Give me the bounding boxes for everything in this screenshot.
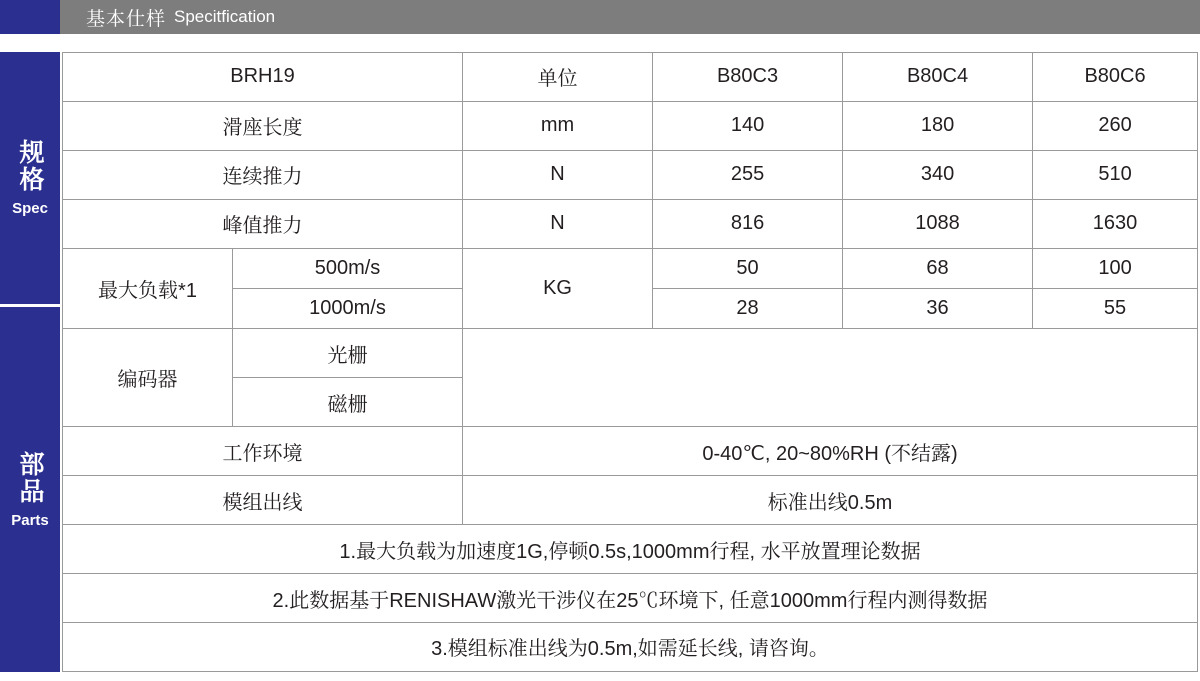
row-value-encoder-empty	[463, 329, 1198, 427]
header-title-bar	[60, 0, 1200, 34]
row-value-continuous-force-c4: 340	[843, 150, 1033, 199]
row-label-slider-length: 滑座长度	[63, 101, 463, 150]
row-value-peak-force-c4: 1088	[843, 199, 1033, 248]
side-label-parts-en: Parts	[11, 511, 49, 529]
row-value-environment: 0-40℃, 20~80%RH (不结露)	[463, 427, 1198, 476]
table-row	[63, 427, 1198, 476]
note-3: 3.模组标准出线为0.5m,如需延长线, 请咨询。	[63, 622, 1198, 671]
row-sublabel-encoder-optical: 光栅	[233, 329, 463, 378]
note-2: 2.此数据基于RENISHAW激光干涉仪在25℃环境下, 任意1000mm行程内测得数据	[63, 574, 1198, 623]
table-row	[63, 329, 1198, 378]
table-row	[63, 101, 1198, 150]
table-row	[63, 476, 1198, 525]
side-label-column	[0, 52, 60, 672]
spec-table-wrapper	[60, 52, 1198, 672]
table-row	[63, 199, 1198, 248]
side-label-parts	[0, 307, 60, 672]
specification-sheet	[0, 52, 1195, 672]
row-value-outlet: 标准出线0.5m	[463, 476, 1198, 525]
row-sublabel-max-load-500: 500m/s	[233, 248, 463, 288]
row-value-peak-force-c6: 1630	[1033, 199, 1198, 248]
row-value-slider-length-c4: 180	[843, 101, 1033, 150]
row-unit-continuous-force: N	[463, 150, 653, 199]
row-value-continuous-force-c6: 510	[1033, 150, 1198, 199]
side-label-spec-en: Spec	[12, 200, 48, 217]
page-header	[0, 0, 1200, 34]
header-col-b80c6: B80C6	[1033, 53, 1198, 102]
row-value-max-load-500-c3: 50	[653, 248, 843, 288]
row-value-peak-force-c3: 816	[653, 199, 843, 248]
note-1: 1.最大负载为加速度1G,停顿0.5s,1000mm行程, 水平放置理论数据	[63, 525, 1198, 574]
row-value-max-load-1000-c4: 36	[843, 289, 1033, 329]
row-label-peak-force: 峰值推力	[63, 199, 463, 248]
row-sublabel-max-load-1000: 1000m/s	[233, 289, 463, 329]
row-label-max-load: 最大负载*1	[63, 248, 233, 329]
header-accent-block	[0, 0, 60, 34]
header-unit: 单位	[463, 53, 653, 102]
row-unit-peak-force: N	[463, 199, 653, 248]
table-row	[63, 248, 1198, 288]
table-row	[63, 150, 1198, 199]
header-col-b80c4: B80C4	[843, 53, 1033, 102]
row-label-continuous-force: 连续推力	[63, 150, 463, 199]
table-row	[63, 622, 1198, 671]
row-unit-max-load: KG	[463, 248, 653, 329]
side-label-parts-cn: 部品	[16, 450, 44, 505]
row-label-outlet: 模组出线	[63, 476, 463, 525]
row-label-encoder: 编码器	[63, 329, 233, 427]
side-label-spec	[0, 52, 60, 307]
spec-table	[62, 52, 1198, 672]
row-sublabel-encoder-magnetic: 磁栅	[233, 378, 463, 427]
row-value-max-load-500-c4: 68	[843, 248, 1033, 288]
table-row	[63, 574, 1198, 623]
row-value-slider-length-c3: 140	[653, 101, 843, 150]
table-header-row	[63, 53, 1198, 102]
row-label-environment: 工作环境	[63, 427, 463, 476]
row-value-max-load-1000-c6: 55	[1033, 289, 1198, 329]
row-value-continuous-force-c3: 255	[653, 150, 843, 199]
row-unit-slider-length: mm	[463, 101, 653, 150]
row-value-slider-length-c6: 260	[1033, 101, 1198, 150]
table-row	[63, 525, 1198, 574]
row-value-max-load-1000-c3: 28	[653, 289, 843, 329]
side-label-spec-cn: 规格	[16, 139, 44, 193]
header-model: BRH19	[63, 53, 463, 102]
header-title-en: Specitfication	[174, 7, 276, 26]
row-value-max-load-500-c6: 100	[1033, 248, 1198, 288]
header-title-cn: 基本仕样	[86, 8, 167, 30]
header-col-b80c3: B80C3	[653, 53, 843, 102]
